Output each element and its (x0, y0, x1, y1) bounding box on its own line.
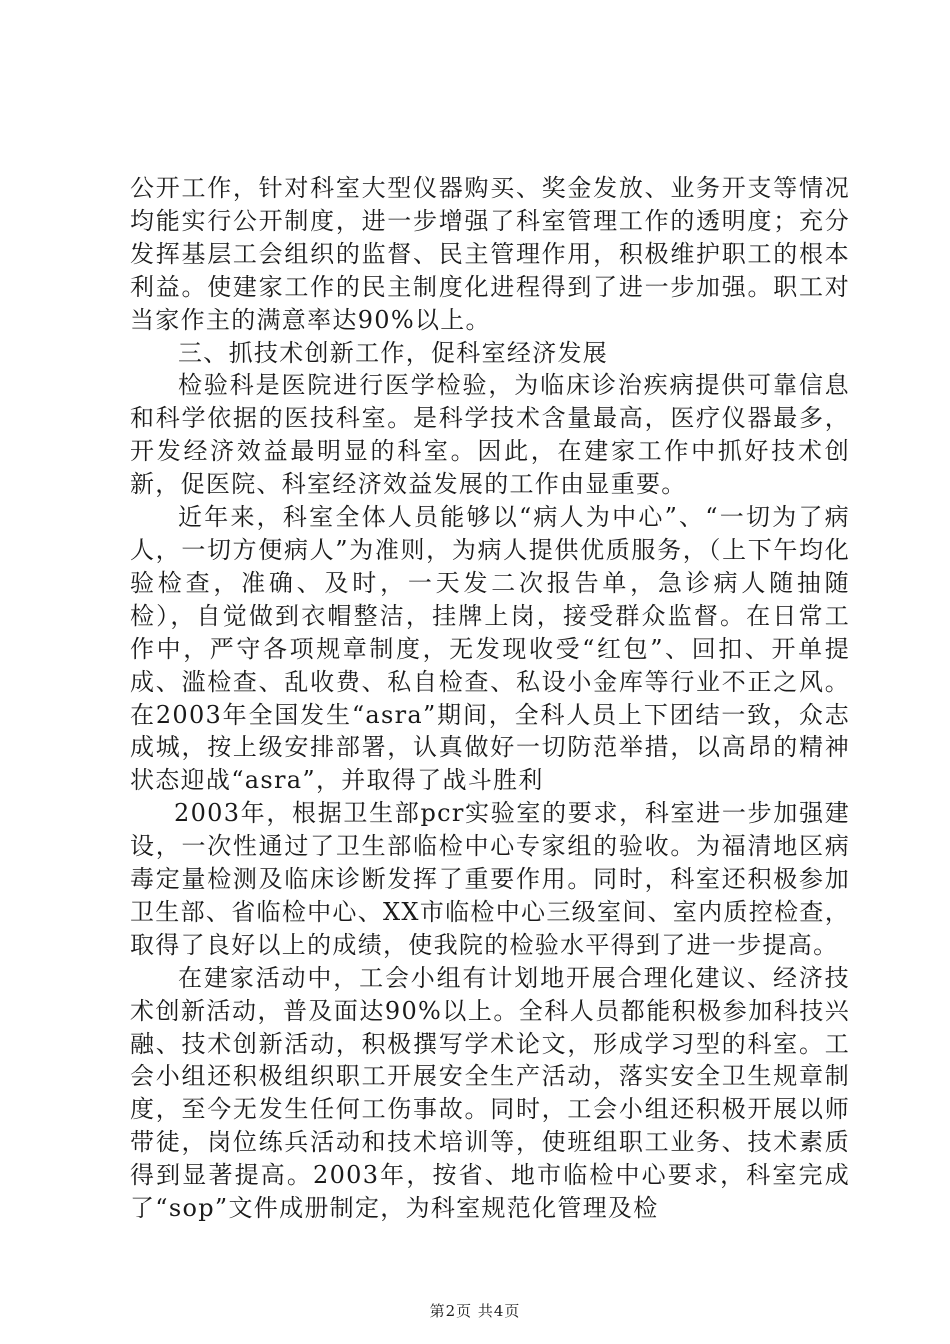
document-body (130, 172, 850, 1225)
paragraph-service: 近年来，科室全体人员能够以“病人为中心”、“一切为了病人，一切方便病人”为准则，为病人提供优质服务，（上下午均化验检查，准确、及时，一天发二次报告单，急诊病人随抽随检），自觉做到衣帽整洁，挂牌上岗，接受群众监督。在日常工作中，严守各项规章制度，无发现收受“红包”、回扣、开单提成、滥检查、乱收费、私自检查、私设小金库等行业不正之风。在2003年全国发生“asra”期间，全科人员上下团结一致，众志成城，按上级安排部署，认真做好一切防范举措，以高昂的精神状态迎战“asra”，并取得了战斗胜利 (130, 503, 850, 795)
page-number-footer: 第2页 共4页 (429, 1302, 521, 1320)
paragraph-lab-intro: 检验科是医院进行医学检验，为临床诊治疾病提供可靠信息和科学依据的医技科室。是科学技术含量最高，医疗仪器最多，开发经济效益最明显的科室。因此，在建家工作中抓好技术创新，促医院、科室经济效益发展的工作由显重要。 (130, 371, 850, 499)
paragraph-pcr-lab: 2003年，根据卫生部pcr实验室的要求，科室进一步加强建设，一次性通过了卫生部临检中心专家组的验收。为福清地区病毒定量检测及临床诊断发挥了重要作用。同时，科室还积极参加卫生部、省临检中心、XX市临检中心三级室间、室内质控检查，取得了良好以上的成绩，使我院的检验水平得到了进一步提高。 (130, 799, 850, 959)
paragraph-union-activities: 在建家活动中，工会小组有计划地开展合理化建议、经济技术创新活动，普及面达90%以上。全科人员都能积极参加科技兴融、技术创新活动，积极撰写学术论文，形成学习型的科室。工会小组还积极组织职工开展安全生产活动，落实安全卫生规章制度，至今无发生任何工伤事故。同时，工会小组还积极开展以师带徒，岗位练兵活动和技术培训等，使班组职工业务、技术素质得到显著提高。2003年，按省、地市临检中心要求，科室完成了“sop”文件成册制定，为科室规范化管理及检 (130, 963, 850, 1223)
section-heading: 三、抓技术创新工作，促科室经济发展 (178, 338, 609, 367)
paragraph-continuation: 公开工作，针对科室大型仪器购买、奖金发放、业务开支等情况均能实行公开制度，进一步增强了科室管理工作的透明度；充分发挥基层工会组织的监督、民主管理作用，积极维护职工的根本利益。使建家工作的民主制度化进程得到了进一步加强。职工对当家作主的满意率达90%以上。 (130, 174, 850, 334)
